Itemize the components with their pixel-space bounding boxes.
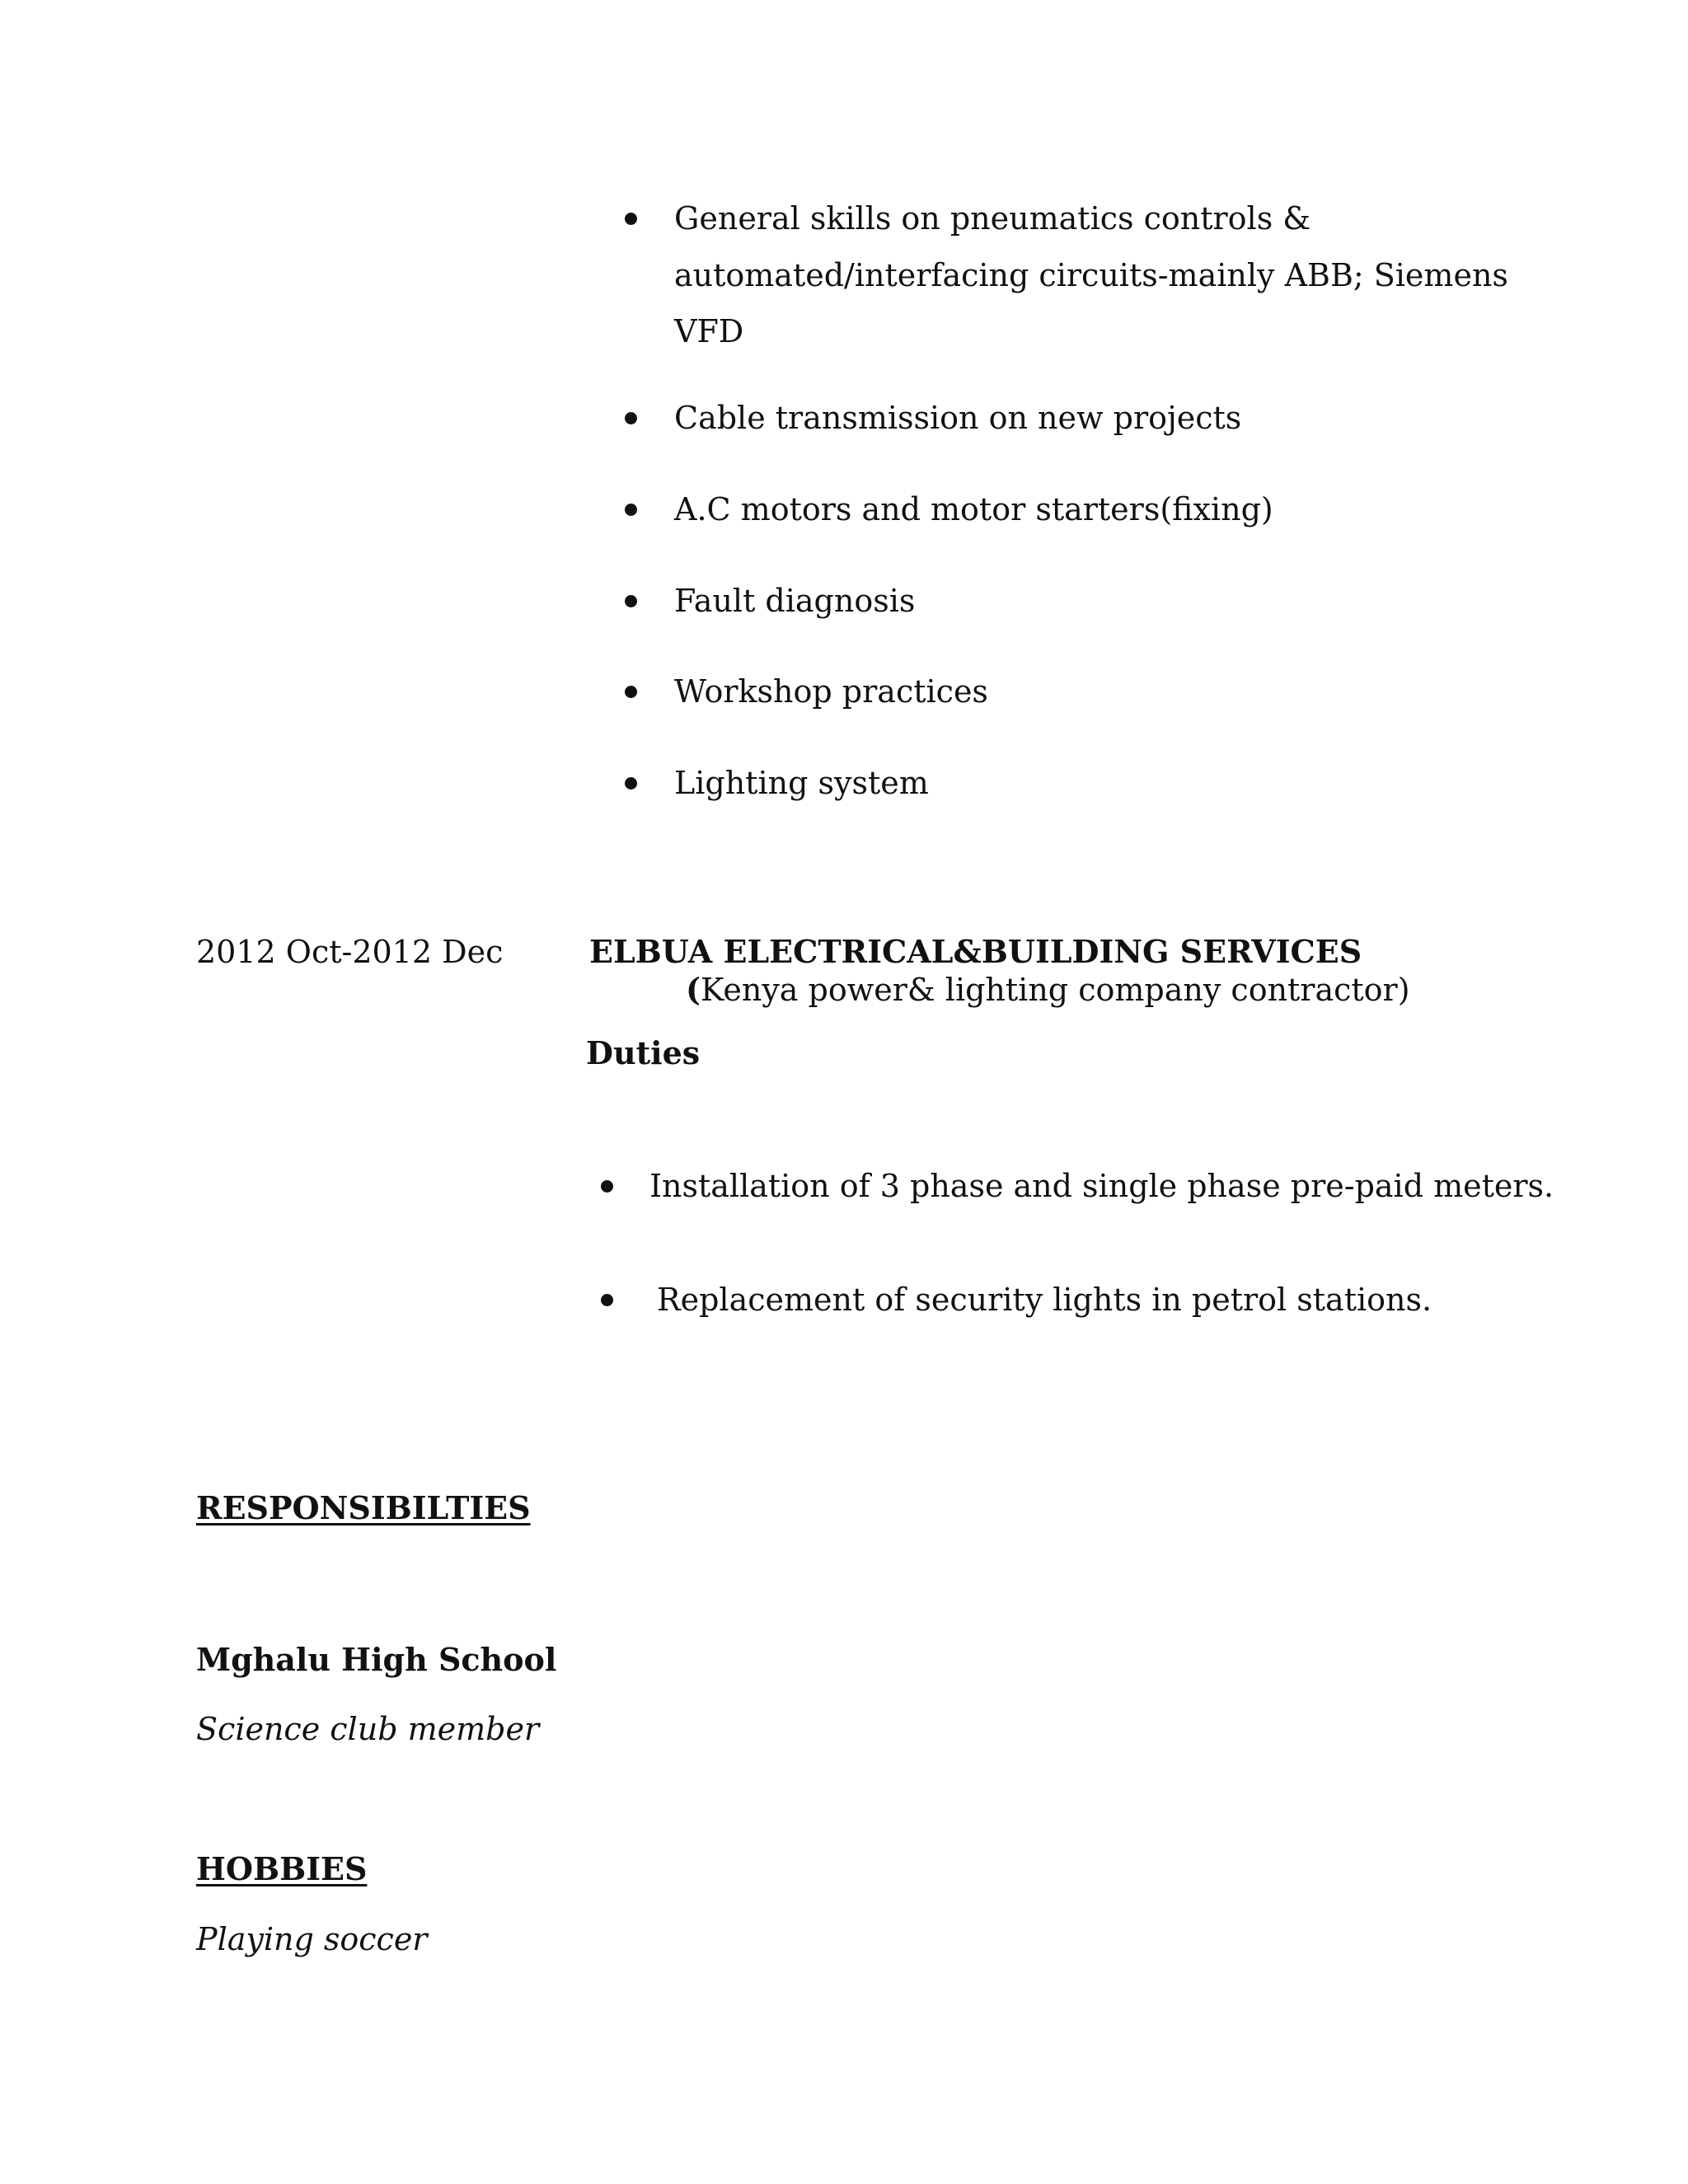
duties-heading: Duties xyxy=(586,1034,701,1071)
paren-open: ( xyxy=(686,971,701,1008)
duty-item: Installation of 3 phase and single phase pre-paid meters. xyxy=(649,1168,1554,1204)
skill-item: Lighting system xyxy=(674,765,929,801)
bullet-icon xyxy=(601,1180,613,1193)
bullet-icon xyxy=(625,504,637,516)
school-role: Science club member xyxy=(196,1711,540,1747)
duty-item: Replacement of security lights in petrol stations. xyxy=(657,1282,1432,1318)
company-subtitle-text: Kenya power& lighting company contractor) xyxy=(700,972,1410,1008)
skill-item: Workshop practices xyxy=(674,673,988,710)
responsibilities-heading: RESPONSIBILTIES xyxy=(196,1489,531,1526)
skill-item-continuation: automated/interfacing circuits-mainly ABB; Siemens xyxy=(674,257,1508,293)
job-period: 2012 Oct-2012 Dec xyxy=(196,934,504,970)
skill-item: A.C motors and motor starters(fixing) xyxy=(674,491,1273,527)
bullet-icon xyxy=(625,777,637,790)
company-subtitle xyxy=(686,969,1410,1010)
bullet-icon xyxy=(625,412,637,424)
bullet-icon xyxy=(625,595,637,607)
company-name: ELBUA ELECTRICAL&BUILDING SERVICES xyxy=(589,933,1362,970)
bullet-icon xyxy=(625,686,637,698)
skill-item: General skills on pneumatics controls & xyxy=(674,200,1311,237)
school-name: Mghalu High School xyxy=(196,1641,557,1678)
hobbies-heading: HOBBIES xyxy=(196,1850,368,1887)
skill-item: Fault diagnosis xyxy=(674,583,916,619)
skill-item: Cable transmission on new projects xyxy=(674,400,1242,436)
bullet-icon xyxy=(601,1294,613,1306)
bullet-icon xyxy=(625,213,637,225)
skill-item-continuation: VFD xyxy=(674,313,744,349)
hobby-item: Playing soccer xyxy=(196,1921,428,1957)
